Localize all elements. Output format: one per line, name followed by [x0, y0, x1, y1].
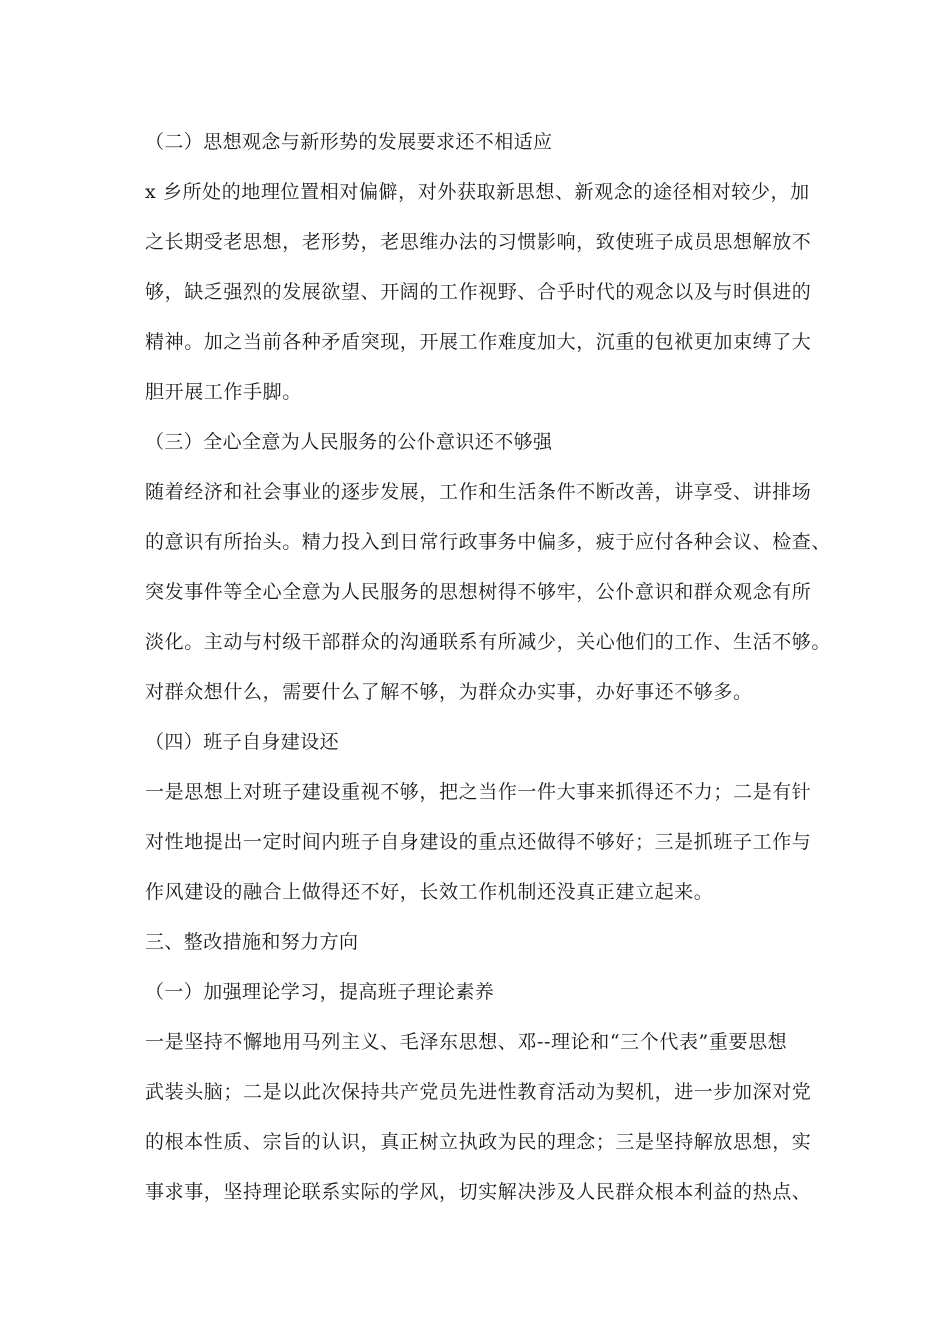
paragraph-line: 突发事件等全心全意为人民服务的思想树得不够牢，公仆意识和群众观念有所 — [145, 581, 812, 603]
paragraph-line: 的意识有所抬头。精力投入到日常行政事务中偏多，疲于应付各种会议、检查、 — [145, 531, 832, 553]
paragraph-line: 一是坚持不懈地用马列主义、毛泽东思想、邓--理论和“三个代表”重要思想 — [145, 1031, 788, 1053]
paragraph-line: 武装头脑；二是以此次保持共产党员先进性教育活动为契机，进一步加深对党 — [145, 1081, 812, 1103]
section-heading-3: （三）全心全意为人民服务的公仆意识还不够强 — [145, 431, 553, 453]
paragraph-line: 淡化。主动与村级干部群众的沟通联系有所减少，关心他们的工作、生活不够。 — [145, 631, 832, 653]
paragraph-line: 一是思想上对班子建设重视不够，把之当作一件大事来抓得还不力；二是有针 — [145, 781, 812, 803]
section-heading-4: （四）班子自身建设还 — [145, 731, 340, 753]
paragraph-line: 胆开展工作手脚。 — [145, 381, 302, 403]
paragraph-line: x 乡所处的地理位置相对偏僻，对外获取新思想、新观念的途径相对较少，加 — [145, 181, 810, 203]
paragraph-line: 对性地提出一定时间内班子自身建设的重点还做得不够好；三是抓班子工作与 — [145, 831, 812, 853]
section-heading-1: （一）加强理论学习，提高班子理论素养 — [145, 981, 495, 1003]
paragraph-line: 够，缺乏强烈的发展欲望、开阔的工作视野、合乎时代的观念以及与时俱进的 — [145, 281, 812, 303]
paragraph-line: 精神。加之当前各种矛盾突现，开展工作难度加大，沉重的包袱更加束缚了大 — [145, 331, 812, 353]
paragraph-line: 之长期受老思想，老形势，老思维办法的习惯影响，致使班子成员思想解放不 — [145, 231, 812, 253]
section-heading-2: （二）思想观念与新形势的发展要求还不相适应 — [145, 131, 553, 153]
document-body — [145, 117, 832, 1217]
chapter-heading-3: 三、整改措施和努力方向 — [145, 931, 359, 953]
paragraph-line: 作风建设的融合上做得还不好，长效工作机制还没真正建立起来。 — [145, 881, 714, 903]
paragraph-line: 事求事，坚持理论联系实际的学风，切实解决涉及人民群众根本利益的热点、 — [145, 1181, 812, 1203]
paragraph-line: 的根本性质、宗旨的认识，真正树立执政为民的理念；三是坚持解放思想，实 — [145, 1131, 812, 1153]
paragraph-line: 对群众想什么，需要什么了解不够，为群众办实事，办好事还不够多。 — [145, 681, 753, 703]
paragraph-line: 随着经济和社会事业的逐步发展，工作和生活条件不断改善，讲享受、讲排场 — [145, 481, 812, 503]
